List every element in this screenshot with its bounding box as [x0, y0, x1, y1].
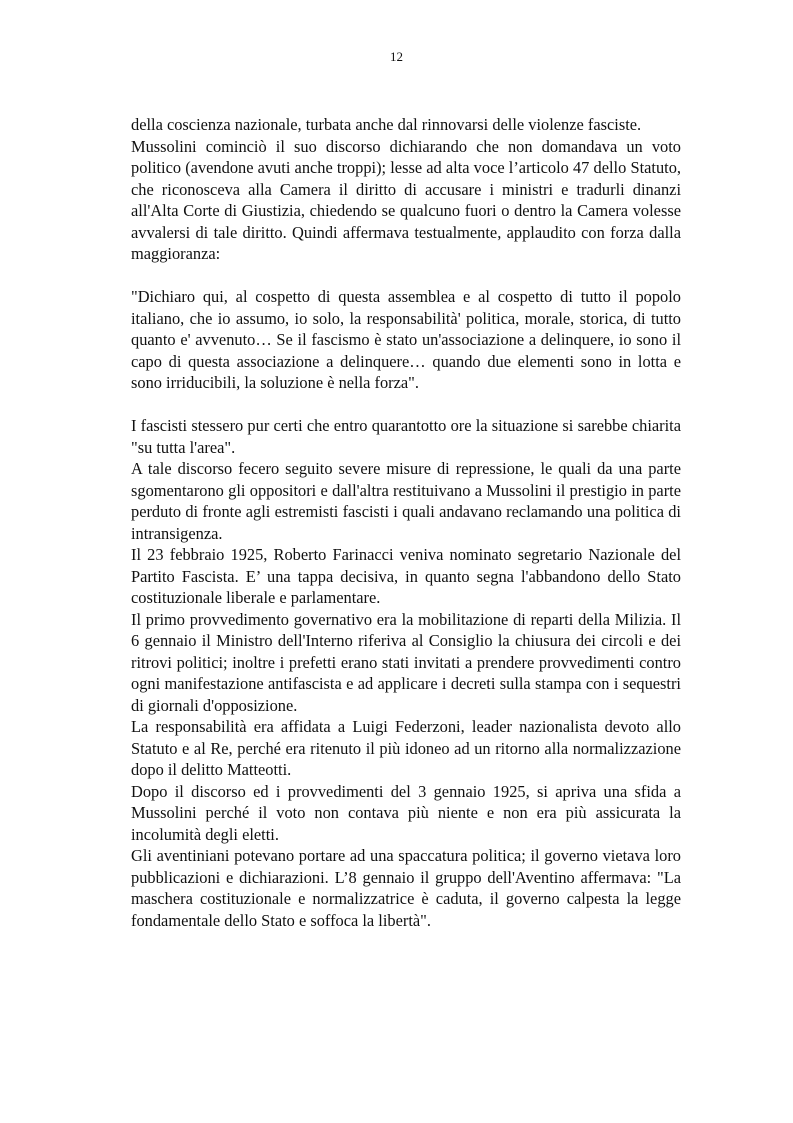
body-text: [131, 114, 681, 931]
paragraph: Dopo il discorso ed i provvedimenti del 3 gennaio 1925, si apriva una sfida a Mussolini perché il voto non contava più niente e non era più assicurata la incolumità degli eletti.: [131, 781, 681, 844]
page-number: 12: [390, 49, 403, 64]
paragraph: Gli aventiniani potevano portare ad una spaccatura politica; il governo vietava loro pubblicazioni e dichiarazioni. L’8 gennaio il gruppo dell'Aventino affermava: "La maschera costituzionale e normalizzatrice è caduta, il governo calpesta la legge fondamentale dello Stato e soffoca la libertà".: [131, 846, 681, 930]
paragraph: Il 23 febbraio 1925, Roberto Farinacci veniva nominato segretario Nazionale del Partito Fascista. E’ una tappa decisiva, in quanto segna l'abbandono dello Stato costituzionale liberale e parlamentare.: [131, 545, 681, 607]
paragraph: La responsabilità era affidata a Luigi Federzoni, leader nazionalista devoto allo Statuto e al Re, perché era ritenuto il più idoneo ad un ritorno alla normalizzazione dopo il delitto Matteotti.: [131, 717, 681, 779]
paragraph: Il primo provvedimento governativo era la mobilitazione di reparti della Milizia. Il 6 gennaio il Ministro dell'Interno riferiva al Consiglio la chiusura dei circoli e dei ritrovi politici; inoltre i prefetti erano stati invitati a prendere provvedimenti contro ogni manifestazione antifascista e ad applicare i decreti sulla stampa con i sequestri di giornali d'opposizione.: [131, 609, 681, 715]
paragraph: della coscienza nazionale, turbata anche dal rinnovarsi delle violenze fasciste.: [131, 115, 642, 134]
quotation-paragraph: "Dichiaro qui, al cospetto di questa assemblea e al cospetto di tutto il popolo italiano, che io assumo, io solo, la responsabilità' politica, morale, storica, di tutto quanto e' avvenuto… Se il fascismo è stato un'associazione a delinquere, io sono il capo di questa associazione a delinquere… quando due elementi sono in lotta e sono irriducibili, la soluzione è nella forza".: [131, 287, 681, 392]
paragraph: A tale discorso fecero seguito severe misure di repressione, le quali da una parte sgomentarono gli oppositori e dall'altra restituivano a Mussolini il prestigio in parte perduto di fronte agli estremisti fascisti i quali andavano reclamando una politica di intransigenza.: [131, 459, 681, 543]
paragraph: Mussolini cominciò il suo discorso dichiarando che non domandava un voto politico (avendone avuti anche troppi); lesse ad alta voce l’articolo 47 dello Statuto, che riconosceva alla Camera il diritto di accusare i ministri e tradurli dinanzi all'Alta Corte di Giustizia, chiedendo se qualcuno fuori o dentro la Camera volesse avvalersi di tale diritto. Quindi affermava testualmente, applaudito con forza dalla maggioranza:: [131, 136, 681, 263]
paragraph: I fascisti stessero pur certi che entro quarantotto ore la situazione si sarebbe chiarita "su tutta l'area".: [131, 416, 681, 457]
